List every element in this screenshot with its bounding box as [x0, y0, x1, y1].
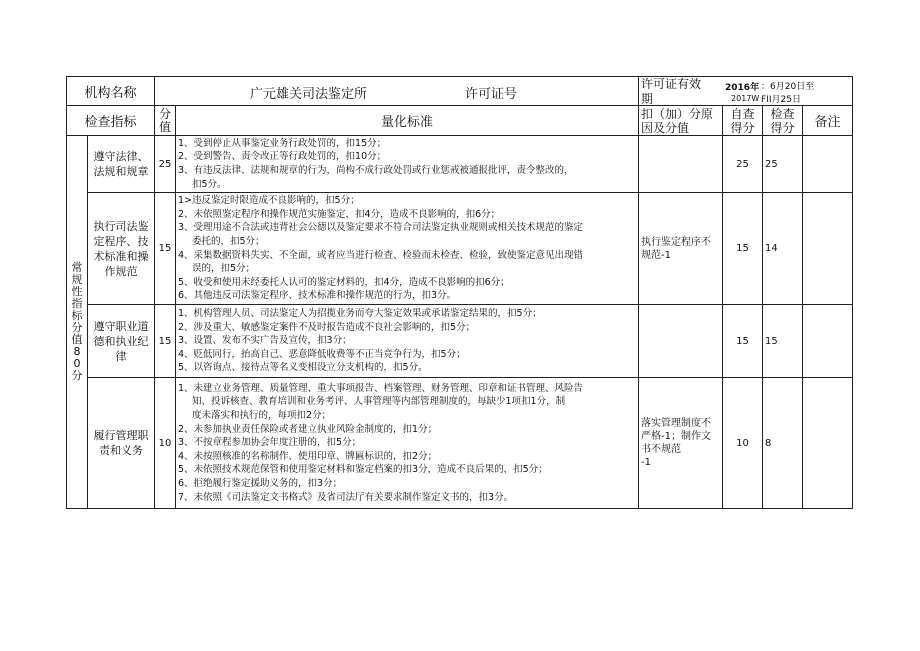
- row-deduction: 落实管理制度不 严格-1；制作文 书不规范 -1: [639, 378, 723, 509]
- table-row: [67, 136, 853, 193]
- row-criteria: 1>违反鉴定时限造成不良影响的，扣5分； 2、未依照鉴定程序和操作规范实施鉴定，扣4分，造成不良影响的，扣6分； 3、受理用途不合法或违背社会公德以及鉴定要求不符合司法鉴定执业规则或相关技术规范的鉴定 委托的，扣5分； 4、采集数据资料失实、不全面，或者应当进行检查、检验而未检查、检验，致使鉴定意见出现错 误的，扣5分； 5、收受和使用未经委托人认可的鉴定材料的，扣4分，造成不良影响的扣6分； 6、其他违反司法鉴定程序、技术标准和操作规范的行为，扣3分。: [176, 193, 639, 305]
- inspection-table: [66, 76, 853, 509]
- col-check-score: 检查得分: [763, 106, 803, 136]
- col-self-score: 自查得分: [723, 106, 763, 136]
- row-self-score: 15: [723, 305, 763, 378]
- row-self-score: 25: [723, 136, 763, 193]
- validity-label: 许可证有效期: [641, 77, 702, 106]
- category-cell: [67, 136, 88, 509]
- row-criteria: 1、受到停止从事鉴定业务行政处罚的，扣15分； 2、受到警告、责令改正等行政处罚的，扣10分； 3、有违反法律、法规和规章的行为，尚构不成行政处罚或行业惩戒被通报批评，责令整改的， 扣5分。: [176, 136, 639, 193]
- col-score: 分值: [155, 106, 176, 136]
- license-label: 许可证号: [465, 87, 518, 102]
- org-name-cell: [155, 77, 639, 106]
- org-label: 机构名称: [67, 77, 155, 106]
- row-score: 15: [155, 305, 176, 378]
- header-row: [67, 77, 853, 106]
- row-indicator: 执行司法鉴定程序、技术标准和操作规范: [88, 193, 155, 305]
- row-score: 15: [155, 193, 176, 305]
- row-self-score: 15: [723, 193, 763, 305]
- validity-year-start: 2016年: [725, 83, 760, 93]
- row-score: 25: [155, 136, 176, 193]
- row-check-score: 8: [763, 378, 803, 509]
- validity-year-end: 2017W: [731, 94, 760, 103]
- org-name: 广元雄关司法鉴定所: [250, 87, 368, 102]
- col-remark: 备注: [803, 106, 853, 136]
- validity-date-end: FII月25日: [761, 95, 801, 105]
- row-check-score: 25: [763, 136, 803, 193]
- table-row: [67, 378, 853, 509]
- table-row: [67, 305, 853, 378]
- row-remark: [803, 136, 853, 193]
- col-indicator: 检查指标: [67, 106, 155, 136]
- row-score: 10: [155, 378, 176, 509]
- row-indicator: 履行管理职责和义务: [88, 378, 155, 509]
- row-self-score: 10: [723, 378, 763, 509]
- row-check-score: 14: [763, 193, 803, 305]
- row-deduction: 执行鉴定程序不 规范-1: [639, 193, 723, 305]
- row-criteria: 1、未建立业务管理、质量管理、重大事项报告、档案管理、财务管理、印章和证书管理、风险告 知、投诉核查、教育培训和业务考评、人事管理等内部管理制度的，每缺少1项扣1分，制 度未落实和执行的，每项扣2分； 2、未参加执业责任保险或者建立执业风险金制度的，扣1分； 3、不按章程参加协会年度注册的，扣5分； 4、未按照核准的名称制作、使用印章、牌匾标识的，扣2分； 5、未依照技术规范保管和使用鉴定材料和鉴定档案的扣3分，造成不良后果的，扣5分； 6、拒绝履行鉴定援助义务的，扣3分； 7、未依照《司法鉴定文书格式》及省司法厅有关要求制作鉴定文书的，扣3分。: [176, 378, 639, 509]
- col-deduction: 扣（加）分原因及分值: [639, 106, 723, 136]
- row-remark: [803, 378, 853, 509]
- validity-date-start: ：6月20日至: [761, 82, 815, 92]
- validity-cell: [639, 77, 853, 106]
- row-indicator: 遵守职业道德和执业纪律: [88, 305, 155, 378]
- row-criteria: 1、机构管理人员、司法鉴定人为招揽业务而夸大鉴定效果或承诺鉴定结果的，扣5分； 2、涉及重大、敏感鉴定案件不及时报告造成不良社会影响的，扣5分； 3、设置、发布不实广告及宣传，扣3分； 4、贬低同行，抬高自己、恶意降低收费等不正当竞争行为，扣5分； 5、以咨询点、接待点等名义变相设立分支机构的，扣5分。: [176, 305, 639, 378]
- column-header-row: [67, 106, 853, 136]
- col-criteria: 量化标准: [176, 106, 639, 136]
- row-deduction: [639, 136, 723, 193]
- row-deduction: [639, 305, 723, 378]
- row-indicator: 遵守法律、法规和规章: [88, 136, 155, 193]
- row-check-score: 15: [763, 305, 803, 378]
- row-remark: [803, 193, 853, 305]
- category-label: 常规性指标分值80分: [71, 261, 83, 382]
- row-remark: [803, 305, 853, 378]
- table-row: [67, 193, 853, 305]
